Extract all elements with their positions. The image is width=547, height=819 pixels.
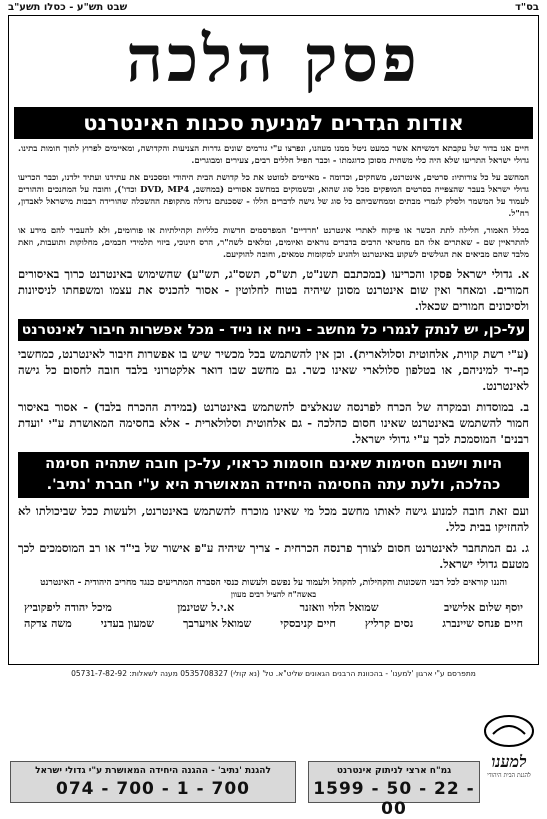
signature-intro: באשה"ח להציל רבים מעוון — [230, 589, 317, 599]
netiv-bar: היות וישנם חסימות שאינם חוסמות כראוי, על-כן חובה שתהיה חסימה כהלכה, ולעת עתה החסימה היחידה המאושרת היא ע"י חברת 'נתיב'. — [18, 452, 529, 498]
signatures-row-2 — [18, 616, 529, 632]
header-date: שבט תש"ע - כסלו תשע"ב — [8, 2, 128, 13]
organization-logo — [483, 714, 535, 779]
netiv-hotline-box — [10, 761, 296, 803]
call-to-rabbis: והננו קוראים לכל רבני השכונות והקהילות, להקהל ולעמוד על נפשם ולעשות כנסי הסברה המתריעים כנגד מחריב היהודית - האינטרנט — [40, 578, 507, 588]
signature: נסים קרליץ — [364, 617, 414, 630]
signature: יוסף שלום אלישיב — [444, 601, 523, 614]
intro-line-1: חיים אנו בדור של עקבתא דמשיחא אשר כמעט ניטל ממנו מעוזנו, ונפרצו ע"י גורמים שונים גדרות הצניעות והקדושה, ומאיימים לפרוץ לתוך חומות בתינו. — [18, 144, 529, 154]
signature: שמעון בעדני — [100, 617, 154, 630]
email-note: גם מחשב שבו דואר אלקטרוני בלבד חובה לחסום כל גישה לאינטרנט. — [18, 363, 529, 393]
signature: חיים פנחס שיינברג — [442, 617, 523, 630]
disconnect-followup — [18, 346, 529, 394]
subtitle-bar: אודות הגדרים למניעת סכנות האינטרנט — [14, 107, 533, 139]
logo-name: למענו — [491, 752, 527, 771]
signature: משה צדקה — [24, 617, 72, 630]
header-line — [8, 2, 539, 13]
page-title: פסק הלכה — [126, 22, 421, 97]
devices-paragraph: המחשב על כל צורותיו: סרטים, אינטרנט, משחקים, וכדומה - מאיימים למוטט את כל קדושת הבית היהודי ומסכנים את עתידנו ועתיד ילדנו, וכבר הכריעו גדולי ישראל בעבר שהצפייה בסרטים המופקים מכל סוג שהוא, ובשמוקים במחשב אסורים (במחשב, DVD, MP4 וכדו'), וחובה על המחנכים וההורים לעמוד על המשמר ולסלק לגמרי מבתים וממחשביהם כל סוג של גישה לדברים הללו - שסכנתם גדולה מתקופת ההשכלה שהורידה רבבות מישראל לאבדון, רח"ל. — [18, 173, 529, 219]
disconnect-hotline-box — [308, 761, 480, 819]
clause-a: א. גדולי ישראל פסקו והכריעו (במכתבם תשנ"ט, תש"ס, תשס"ג, תש"ע) שהשימוש באינטרנט כרוך באיסורים חמורים. ומאחר ואין שום אינטרנט מסונן שיהיה בטוח לחלוטין - אסור להכניס את עצמו ומשפחתו לניסיונות ולסיכונים חמורים שכאלו. — [18, 267, 529, 313]
signature: א.י.ל שטינמן — [177, 601, 235, 614]
footer — [8, 682, 539, 819]
disconnect-detail: (ע"י רשת קווית, אלחוטית וסלולארית). וכן אין להשתמש בכל מכשיר שיש בו אפשרות חיבור לאינטרנט, כמחשבי כף-יד למיניהם, או בטלפון סלולארי שאינו כשר. — [18, 347, 529, 377]
intro-paragraph — [18, 143, 529, 167]
signature: שמואל הלוי וואזנר — [299, 601, 379, 614]
intro-line-2: גדולי ישראל התריעו שלא היה כלי משחית מסוכן כדוגמתו - וכבר הפיל חללים רבים, צעירים ומבוגרים. — [191, 156, 529, 166]
clause-b: ב. במוסדות ובמקרה של הכרח לפרנסה שנאלצים להשתמש באינטרנט (במידת ההכרח בלבד) - אסור באיסור חמור להשתמש באינטרנט שאינו חסום כהלכה - גם אלחוטית וסלולארית - אלא בחסימה המאושרת ע"י 'ועדת רבנים' המוסמכת לכך ע"י גדולי ישראל. — [18, 400, 529, 446]
netiv-hotline-phone: 074 - 700 - 1 - 700 — [56, 779, 250, 799]
clause-c: ג. גם המתחבר לאינטרנט חסום לצורך פרנסה הכרחית - צריך שיהיה ע"פ אישור של בי"ד או רב המוסמכים לכך מטעם גדולי ישראל. — [18, 541, 529, 571]
document-body — [18, 143, 529, 632]
logo-subline: להגנת הבית היהודי — [487, 772, 531, 779]
signature: שמואל אויערבך — [183, 617, 252, 630]
netiv-hotline-label: להגנת 'נתיב' - ההגנה היחידה המאושרת ע"י גדולי ישראל — [35, 766, 271, 776]
header-left: בס"ד — [515, 2, 539, 13]
signatures-row-1 — [18, 600, 529, 616]
publisher-line: מתפרסם ע"י ארגון 'למענו' - בהכוונת הרבנים הגאונים שליט"א. טל' (נא קולי) 0535708327 מענה לשאלות: 05731-7-82-92 — [71, 669, 476, 678]
logo-emblem-icon — [483, 714, 535, 748]
community-paragraph: בכלל האמור, חלילה לתת הכשר או פיקוח לאתרי אינטרנט 'חרדיים' המפרסמים חדשות כלליות וקהילתיות או פורומים, ולא להעביר להם מידע או להתראיין שם - שאתרים אלו הם מחטיאי הרבים בדברים נוראים ואיומים, ומלאים לשה"ר, הרס חינוכי, ביזוי תלמידי חכמים, מחלוקות ותועבות, וזאת מלבד שהם מביאים את הגולשים לשקוע באינטרנט ולהגיע למקומות טמאים, וחובה להוקיעם. — [18, 226, 529, 260]
signature: מיכל יהודה ליפקוביץ — [24, 601, 112, 614]
access-paragraph: ועם זאת חובה למנוע גישה לאותו מחשב מכל מי שאינו מוכרח להשתמש באינטרנט, ולעשות ככל שביכולתו לא להחזיקו בבית כלל. — [18, 504, 529, 534]
disconnect-bar: על-כן, יש לנתק לגמרי כל מחשב - נייח או נייד - מכל אפשרות חיבור לאינטרנט — [18, 319, 529, 341]
disconnect-hotline-phone: 1599 - 50 - 22 - 00 — [313, 779, 475, 819]
signature: חיים קניבסקי — [280, 617, 336, 630]
disconnect-hotline-label: גמ"ח ארצי לניתוק אינטרנט — [336, 766, 452, 776]
